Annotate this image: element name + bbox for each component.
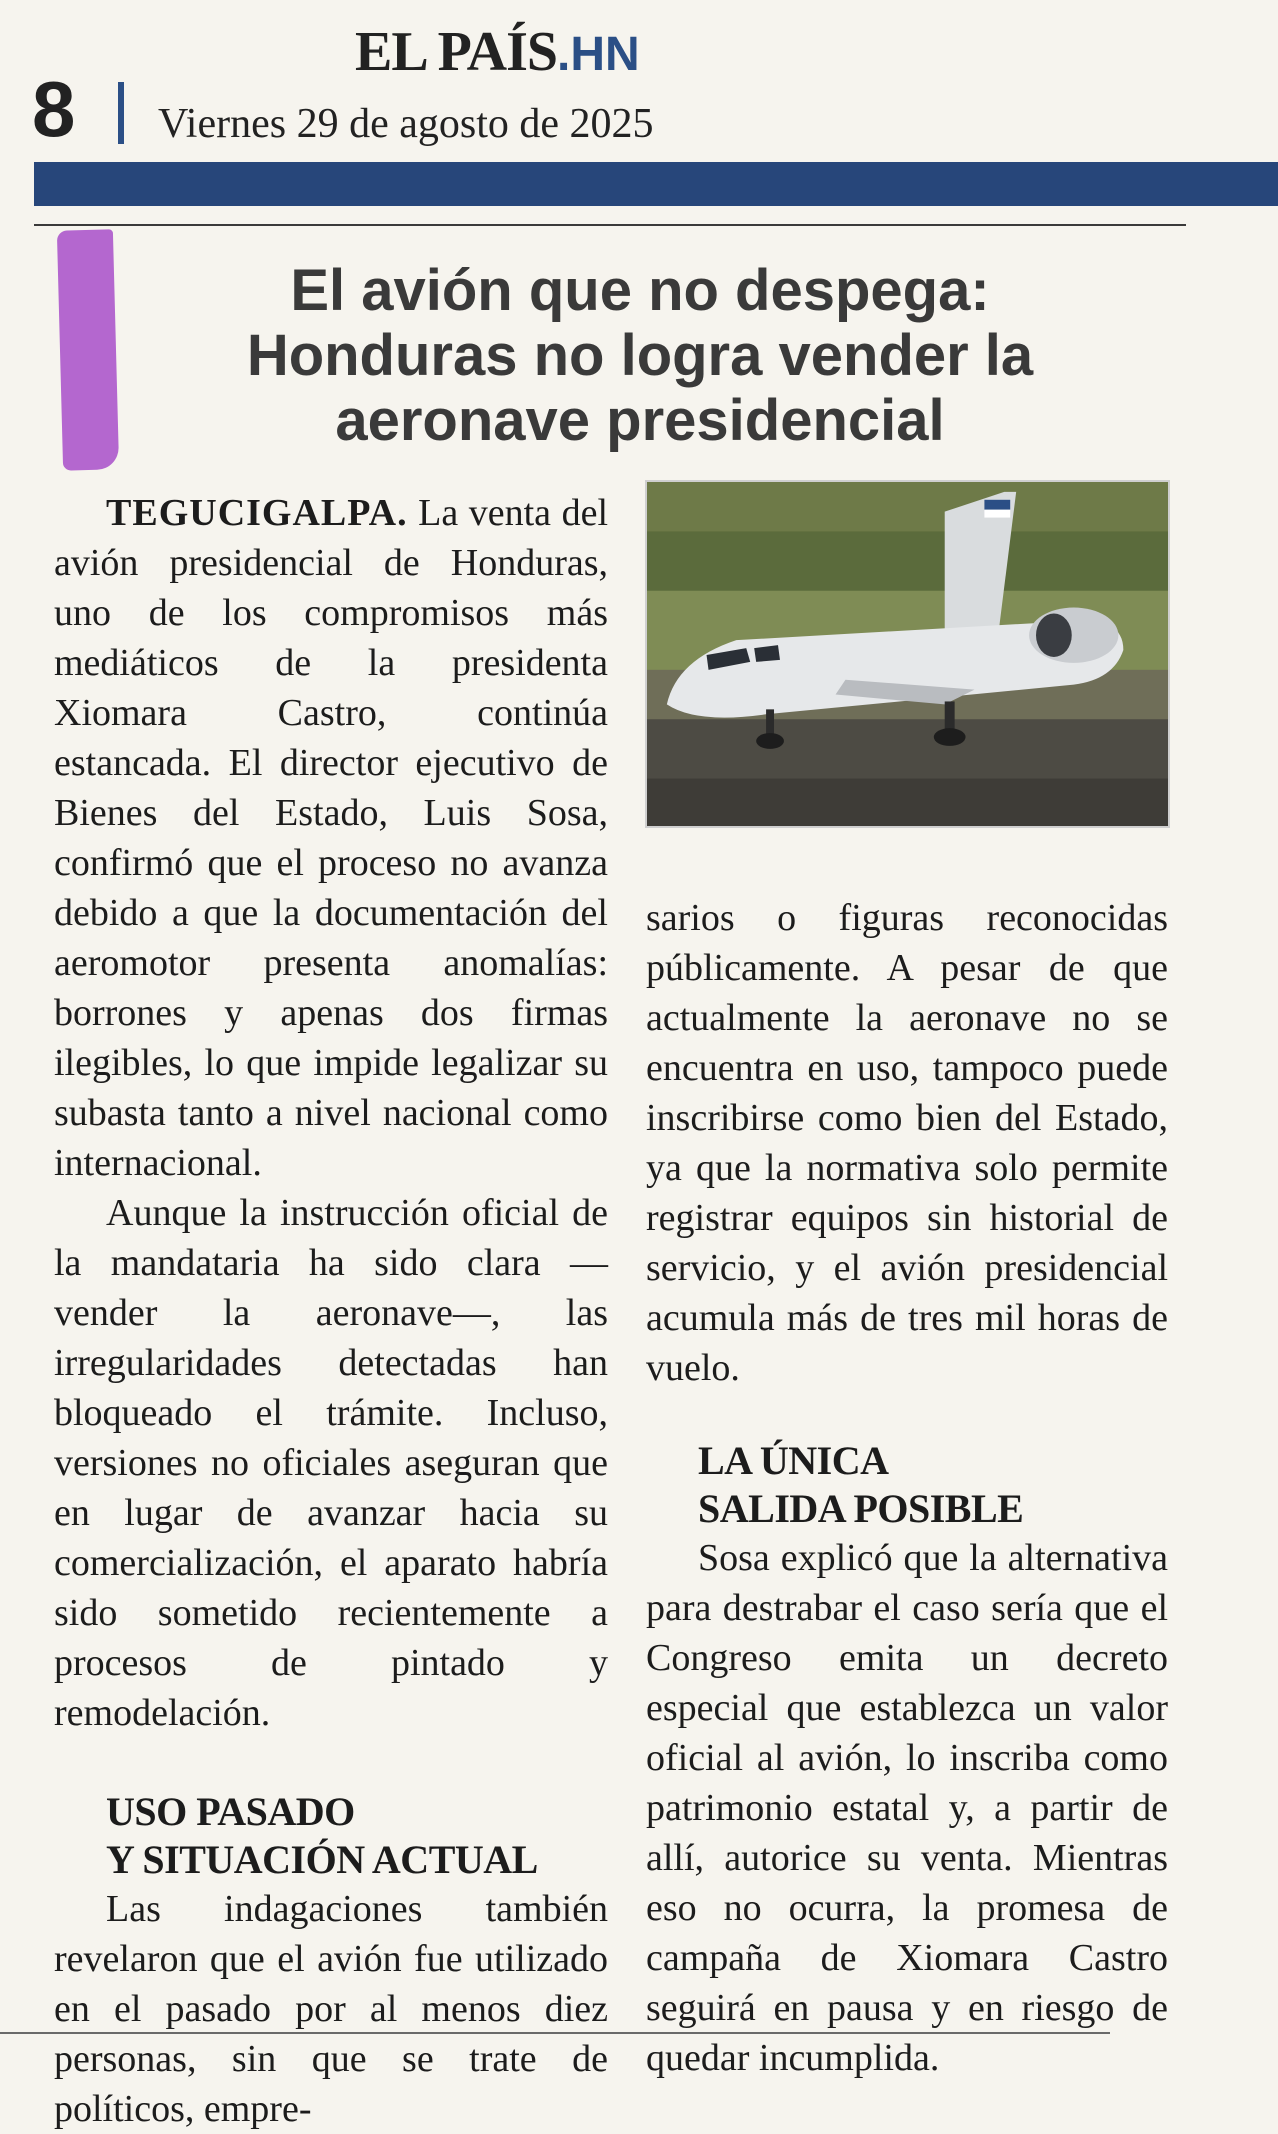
paragraph-4: Sosa explicó que la alternativa para destrabar el caso sería que el Congreso emita un decreto especial que establezca un valor oficial al avión, lo inscriba como patrimonio estatal y, a partir de allí, autorice su venta. Mientras eso no ocurra, la promesa de campaña de Xiomara Castro seguirá en pausa y en riesgo de quedar incumplida.: [646, 1537, 1168, 2079]
airplane-photo: [645, 480, 1170, 828]
paragraph-1-text: La venta del avión presidencial de Honduras, uno de los compromisos más mediáticos de la presidenta Xiomara Castro, continúa estancada. El director ejecutivo de Bienes del Estado, Luis Sosa, confirmó que el proceso no avanza debido a que la documentación del aeromotor presenta anomalías: borrones y apenas dos firmas ilegibles, lo que impide legalizar su subasta tanto a nivel nacional como internacional.: [54, 492, 608, 1184]
subhead-2-line-1: LA ÚNICA: [698, 1438, 889, 1483]
page-bottom-rule: [0, 2032, 1110, 2034]
subhead-uso-pasado: [54, 1788, 608, 1884]
headline-line-3: aeronave presidencial: [335, 388, 945, 453]
header-rule: [34, 224, 1186, 226]
paragraph-3-continued: sarios o figuras reconocidas públicamente. A pesar de que actualmente la aeronave no se encuentra en uso, tampoco puede inscribirse como bien del Estado, ya que la normativa solo permite registrar equipos sin historial de servicio, y el avión presidencial acumula más de tres mil horas de vuelo.: [646, 897, 1168, 1389]
subhead-unica-salida: [646, 1437, 1168, 1533]
page-number-separator: [118, 82, 124, 144]
article-column-left: [54, 488, 608, 2134]
masthead-logo: [355, 20, 665, 90]
highlighter-mark: [57, 229, 119, 470]
issue-date: Viernes 29 de agosto de 2025: [158, 101, 654, 147]
article-headline: [140, 258, 1140, 453]
paragraph-1: [54, 488, 608, 1188]
masthead-suffix: .HN: [557, 28, 640, 81]
subhead-1-line-2: Y SITUACIÓN ACTUAL: [106, 1837, 538, 1882]
masthead-main: EL PAÍS: [355, 21, 558, 83]
headline-line-1: El avión que no despega:: [290, 258, 990, 323]
airplane-illustration: [647, 482, 1168, 826]
subhead-2-line-2: SALIDA POSIBLE: [698, 1486, 1024, 1531]
headline-line-2: Honduras no logra vender la: [246, 323, 1034, 388]
article-column-right: [646, 893, 1168, 2083]
header-color-band: [34, 162, 1278, 206]
subhead-1-line-1: USO PASADO: [106, 1789, 355, 1834]
page-number: 8: [32, 65, 76, 153]
dateline: TEGUCIGALPA.: [106, 492, 408, 534]
paragraph-2: Aunque la instrucción oficial de la mandataria ha sido clara —vender la aeronave—, las irregularidades detectadas han bloqueado el trámite. Incluso, versiones no oficiales aseguran que en lugar de avanzar hacia su comercialización, el aparato habría sido sometido recientemente a procesos de pintado y remodelación.: [54, 1192, 608, 1734]
paragraph-3: Las indagaciones también revelaron que el avión fue utilizado en el pasado por al menos diez personas, sin que se trate de políticos, empre-: [54, 1888, 608, 2130]
